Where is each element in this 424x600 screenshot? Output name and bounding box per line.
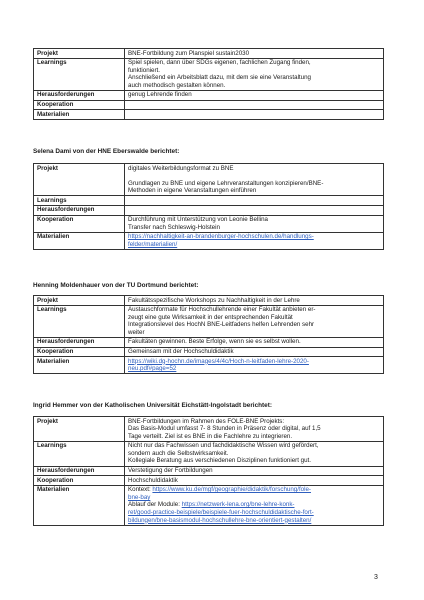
value-line: Integrationslevel des HochN BNE-Leitfadens helfen Lehrenden sehr <box>128 321 315 329</box>
table-row <box>34 215 384 232</box>
row-value <box>125 417 384 442</box>
row-label: Kooperation <box>34 347 125 357</box>
heading-dortmund: Henning Moldenhauer von der TU Dortmund berichtet: <box>33 282 199 289</box>
value-line <box>128 517 380 525</box>
table-row <box>34 337 384 347</box>
row-label: Materialien <box>34 110 125 120</box>
material-link[interactable]: https://netzwerk-lena.org/bne-lehre-konk- <box>181 501 295 509</box>
row-value <box>125 466 384 476</box>
table-row <box>34 110 384 120</box>
material-link[interactable]: https://nachhaltigkeit-an-brandenburger-hochschulen.de/handlungs- <box>128 233 314 241</box>
row-value <box>125 49 384 59</box>
row-label: Learnings <box>34 196 125 206</box>
value-line: Methoden in eigene Veranstaltungen einführen <box>128 187 257 195</box>
table-row <box>34 164 384 196</box>
row-label: Learnings <box>34 305 125 337</box>
value-line: Transfer nach Schleswig-Holstein <box>128 223 220 231</box>
value-line: Hochschuldidaktik <box>128 476 178 484</box>
row-label: Projekt <box>34 164 125 196</box>
row-value <box>125 441 384 466</box>
row-value <box>125 485 384 525</box>
material-link[interactable]: bne-bay <box>128 493 151 501</box>
row-value <box>125 232 384 249</box>
table-sustain2030 <box>33 48 384 120</box>
row-label: Herausforderungen <box>34 337 125 347</box>
table-row <box>34 466 384 476</box>
row-label: Projekt <box>34 417 125 442</box>
table-row <box>34 205 384 215</box>
row-value <box>125 110 384 120</box>
table-row <box>34 476 384 486</box>
value-line: sondern auch die Selbstwirksamkeit. <box>128 449 229 457</box>
table-row <box>34 357 384 374</box>
material-link[interactable]: ret/good-practice-beispiele/beispiele-fuer-hochschuldidaktische-fort- <box>128 509 314 517</box>
value-line: Fakultätsspezifische Workshops zu Nachhaltigkeit in der Lehre <box>128 296 300 304</box>
material-link[interactable]: neu.pdf#page=52 <box>128 365 177 373</box>
table-row <box>34 58 384 90</box>
table-row <box>34 417 384 442</box>
value-line: Verstetigung der Fortbildungen <box>128 467 213 475</box>
value-line: Durchführung mit Unterstützung von Leonie Bellina <box>128 216 268 224</box>
row-value <box>125 205 384 215</box>
value-line: funktioniert. <box>128 66 160 74</box>
row-label: Learnings <box>34 58 125 90</box>
row-label: Materialien <box>34 357 125 374</box>
table-row <box>34 296 384 306</box>
value-line: Gemeinsam mit der Hochschuldidaktik <box>128 348 234 356</box>
value-line: Fakultäten gewinnen. Beste Erfolge, wenn sie es selbst wollen. <box>128 338 301 346</box>
value-line: Das Basis-Modul umfasst 7- 8 Stunden in Präsenz oder digital, auf 1,5 <box>128 425 321 433</box>
value-line: BNE-Fortbildungen im Rahmen des FOLE-BNE Projekts: <box>128 417 285 425</box>
value-line: BNE-Fortbildung zum Planspiel sustain2030 <box>128 49 250 57</box>
row-value <box>125 476 384 486</box>
value-line: genug Lehrende finden <box>128 91 192 99</box>
blank-line <box>128 206 380 214</box>
material-link[interactable]: https://www.ku.de/mgf/geographie/didaktik/forschung/fole- <box>152 486 311 494</box>
row-value <box>125 347 384 357</box>
value-line <box>128 509 380 517</box>
row-label: Materialien <box>34 232 125 249</box>
page-number: 3 <box>374 574 378 581</box>
value-line: Tage verteilt. Ziel ist es BNE in die Fachlehre zu integrieren. <box>128 432 293 440</box>
value-line: digitales Weiterbildungsformat zu BNE <box>128 164 234 172</box>
blank-line <box>128 111 380 119</box>
row-value <box>125 305 384 337</box>
row-label: Materialien <box>34 485 125 525</box>
table-row <box>34 90 384 100</box>
value-line: Kollegiale Beratung aus verschiedenen Disziplinen funktioniert gut. <box>128 457 311 465</box>
heading-eichstaett: Ingrid Hemmer von der Katholischen Universität Eichstätt-Ingolstadt berichtet: <box>33 402 272 409</box>
value-line: auch methodisch gestalten können. <box>128 81 226 89</box>
row-label: Herausforderungen <box>34 205 125 215</box>
material-link[interactable]: https://wiki.dg-hochn.de/images/4/4c/Hoch-n-leitfaden-lehre-2020- <box>128 357 309 365</box>
blank-line <box>128 172 380 180</box>
row-value <box>125 357 384 374</box>
row-label: Kooperation <box>34 215 125 232</box>
value-line: Grundlagen zu BNE und eigene Lehrveranstaltungen konzipieren/BNE- <box>128 179 324 187</box>
table-row <box>34 100 384 110</box>
link-prefix: Ablauf der Module: <box>128 501 182 509</box>
row-label: Learnings <box>34 441 125 466</box>
blank-line <box>128 197 380 205</box>
table-row <box>34 49 384 59</box>
row-value <box>125 164 384 196</box>
row-label: Herausforderungen <box>34 466 125 476</box>
table-dortmund <box>33 295 384 374</box>
row-label: Herausforderungen <box>34 90 125 100</box>
value-line: Spiel spielen, dann über SDGs eigenen, fachlichen Zugang finden, <box>128 59 311 67</box>
blank-line <box>128 101 380 109</box>
row-label: Kooperation <box>34 100 125 110</box>
value-line <box>128 494 380 502</box>
link-prefix: Kontext: <box>128 486 153 494</box>
value-line: zeugt eine gute Wirksamkeit in der entsprechenden Fakultät <box>128 313 293 321</box>
row-value <box>125 296 384 306</box>
row-value <box>125 337 384 347</box>
table-eichstaett <box>33 416 384 526</box>
row-label: Kooperation <box>34 476 125 486</box>
table-row <box>34 441 384 466</box>
table-row <box>34 485 384 525</box>
row-value <box>125 215 384 232</box>
row-value <box>125 58 384 90</box>
row-label: Projekt <box>34 49 125 59</box>
material-link[interactable]: felder/materialien/ <box>128 240 178 248</box>
value-line <box>128 486 380 494</box>
table-row <box>34 232 384 249</box>
table-eberswalde <box>33 163 384 250</box>
row-label: Projekt <box>34 296 125 306</box>
table-row <box>34 196 384 206</box>
table-row <box>34 347 384 357</box>
row-value <box>125 90 384 100</box>
row-value <box>125 196 384 206</box>
table-row <box>34 305 384 337</box>
material-link[interactable]: bildungen/bne-basismodul-hochschullehre-bne-orientiert-gestalten/ <box>128 516 312 524</box>
value-line: weiter <box>128 328 145 336</box>
value-line: Anschließend ein Arbeitsblatt dazu, mit dem sie eine Veranstaltung <box>128 74 311 82</box>
heading-eberswalde: Selena Dami von der HNE Eberswalde berichtet: <box>33 148 180 155</box>
value-line <box>128 501 380 509</box>
value-line: Austauschformate für Hochschullehrende einer Fakultät anbieten er- <box>128 306 316 314</box>
row-value <box>125 100 384 110</box>
value-line: Nicht nur das Fachwissen und fachdidaktische Wissen wird gefördert, <box>128 442 319 450</box>
